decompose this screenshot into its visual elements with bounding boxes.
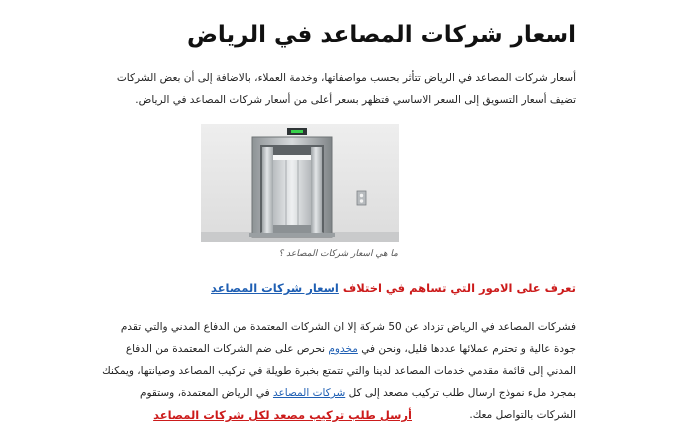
page-title: اسعار شركات المصاعد في الرياض [186,22,576,48]
elevator-illustration [201,124,399,242]
elevator-companies-link[interactable]: شركات المصاعد [272,387,346,399]
elevator-image [201,124,399,242]
subheading-text: تعرف على الامور التي تساهم في اختلاف [342,281,576,295]
figure-caption: ما هي اسعار شركات المصاعد ؟ [278,249,398,259]
body-text-1: فشركات المصاعد في الرياض تزداد عن 50 شركة إلا ان الشركات المعتمدة من الدفاع المدني والتي تقدم جودة عالية و تحترم عملائها عددها قليل، ونحن في [120,321,576,355]
body-text-2: نحرص على ضم الشركات المعتمدة من الدفاع المدني إلى قائمة مقدمي خدمات المصاعد لدينا والتي تتمتع بخبرة طويلة في تركيب المصاعد وصيانتها، ويمكنك بمجرد ملء نموذج ارسال طلب تركيب مصعد إلى كل [102,343,576,399]
makhdoom-link[interactable]: مخدوم [328,343,358,355]
subheading [211,281,576,295]
subheading-link[interactable]: اسعار شركات المصاعد [211,281,339,295]
body-text-3: في الرياض المعتمدة، وستقوم الشركات بالتواصل معك. [139,387,576,421]
intro-paragraph: أسعار شركات المصاعد في الرياض تتأثر بحسب مواصفاتها، وخدمة العملاء، بالاضافة إلى أن بعض الشركات تضيف أسعار التسويق إلى السعر الاساسي فتظهر بسعر أعلى من أسعار شركات المصاعد في الرياض. [116,72,576,106]
send-request-link[interactable]: أرسل طلب تركيب مصعد لكل شركات المصاعد [153,408,412,422]
